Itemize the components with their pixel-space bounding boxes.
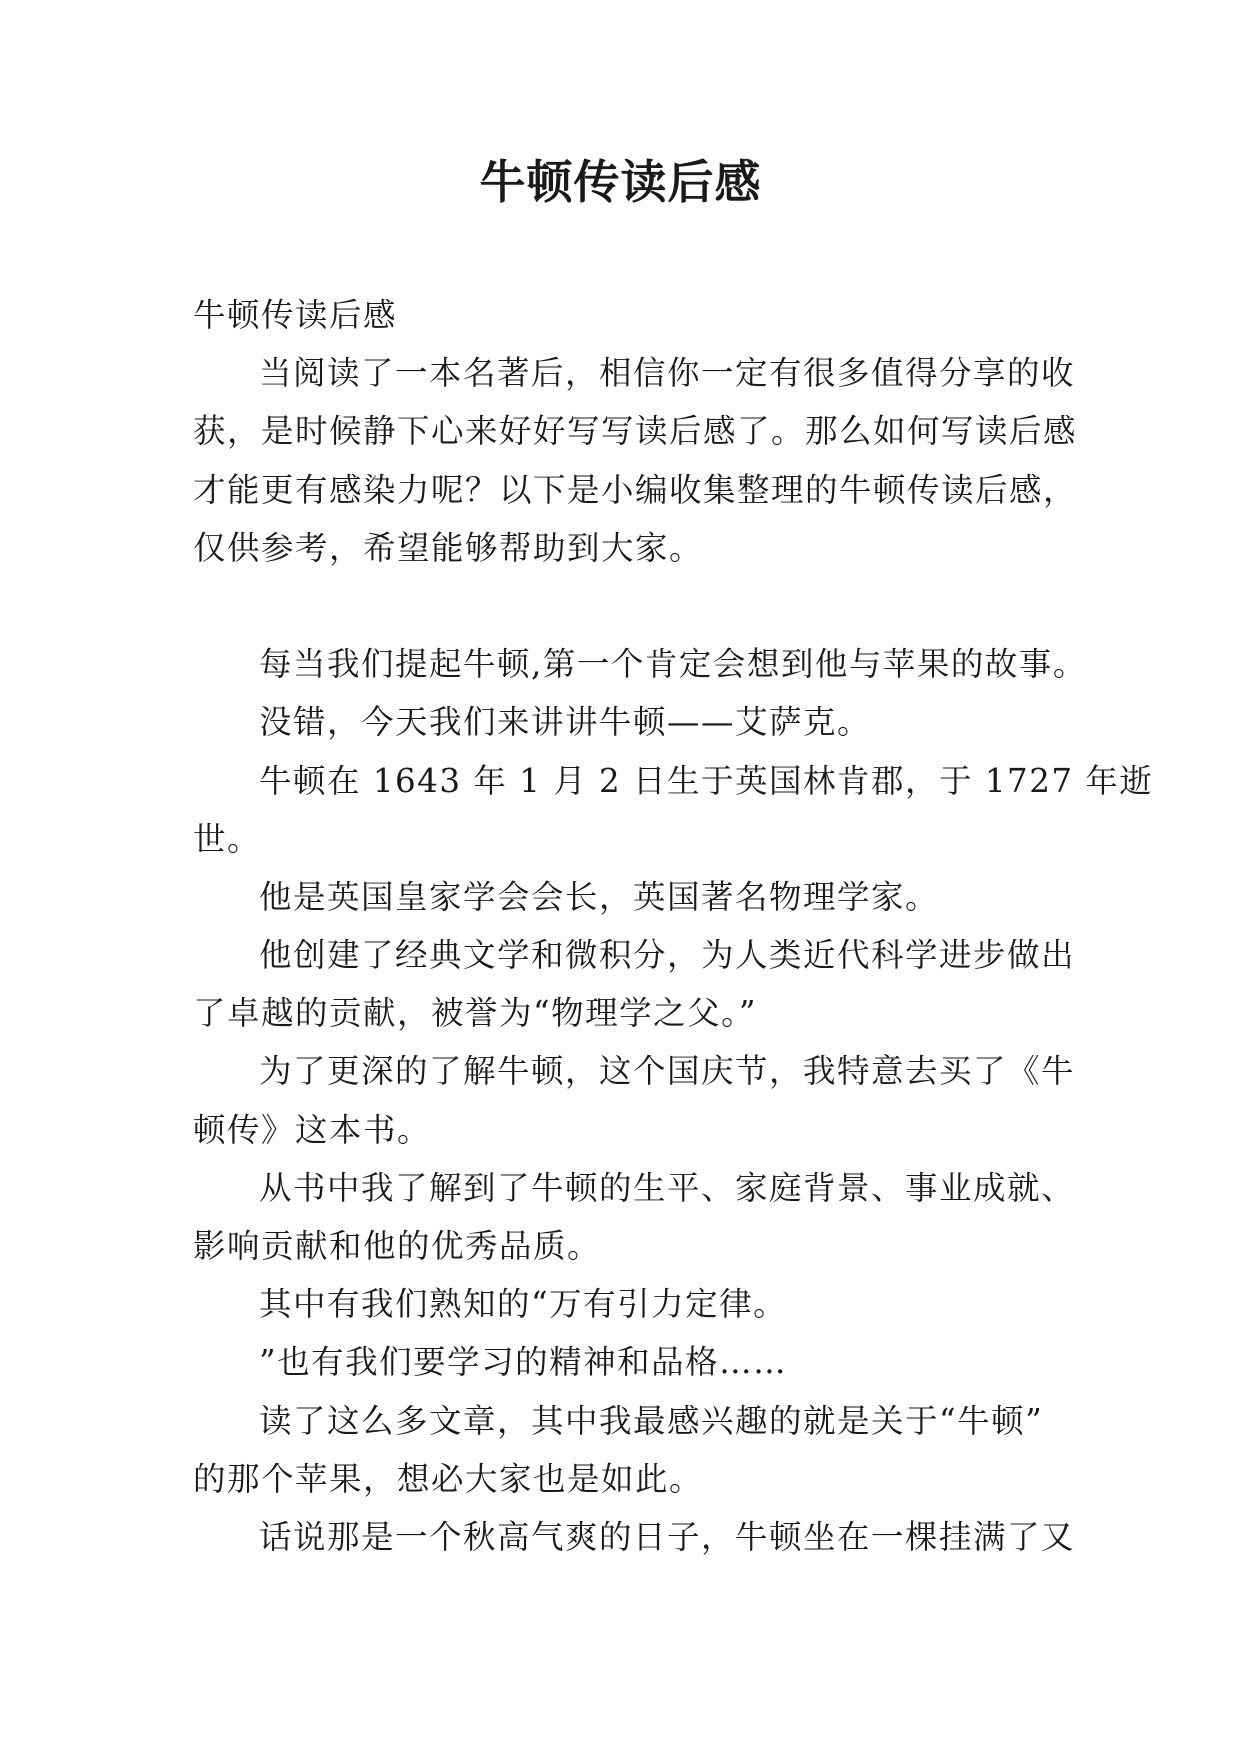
paragraph-line: ”也有我们要学习的精神和品格…… xyxy=(259,1343,788,1382)
paragraph-line: 没错，今天我们来讲讲牛顿——艾萨克。 xyxy=(259,703,872,742)
paragraph-line: 他是英国皇家学会会长，英国著名物理学家。 xyxy=(259,877,940,916)
paragraph-line: 了卓越的贡献，被誉为“物理学之父。” xyxy=(193,994,757,1033)
document-body xyxy=(193,286,1154,1566)
paragraph-line: 世。 xyxy=(193,819,262,858)
paragraph-line: 当阅读了一本名著后，相信你一定有很多值得分享的收 xyxy=(259,354,1076,393)
document-title: 牛顿传读后感 xyxy=(479,155,762,209)
paragraph-line: 从书中我了解到了牛顿的生平、家庭背景、事业成就、 xyxy=(259,1168,1076,1207)
paragraph-line: 获，是时候静下心来好好写写读后感了。那么如何写读后感 xyxy=(193,412,1078,451)
paragraph-line: 影响贡献和他的优秀品质。 xyxy=(193,1227,602,1265)
paragraph-line: 读了这么多文章，其中我最感兴趣的就是关于“牛顿” xyxy=(259,1401,1044,1440)
subtitle-line: 牛顿传读后感 xyxy=(193,296,398,334)
paragraph-line: 的那个苹果，想必大家也是如此。 xyxy=(193,1459,704,1498)
paragraph-line: 其中有我们熟知的“万有引力定律。 xyxy=(259,1285,788,1324)
paragraph-line: 顿传》这本书。 xyxy=(193,1110,432,1149)
paragraph-line: 才能更有感染力呢？以下是小编收集整理的牛顿传读后感， xyxy=(193,470,1078,509)
paragraph-line: 仅供参考，希望能够帮助到大家。 xyxy=(193,528,704,567)
paragraph-line: 为了更深的了解牛顿，这个国庆节，我特意去买了《牛 xyxy=(259,1052,1076,1091)
paragraph-line: 他创建了经典文学和微积分，为人类近代科学进步做出 xyxy=(259,936,1076,975)
paragraph-line: 每当我们提起牛顿,第一个肯定会想到他与苹果的故事。 xyxy=(259,645,1087,684)
paragraph-line: 牛顿在 1643 年 1 月 2 日生于英国林肯郡，于 1727 年逝 xyxy=(259,761,1154,800)
blank-line xyxy=(193,577,1073,635)
paragraph-line: 话说那是一个秋高气爽的日子，牛顿坐在一棵挂满了又 xyxy=(259,1517,1076,1556)
